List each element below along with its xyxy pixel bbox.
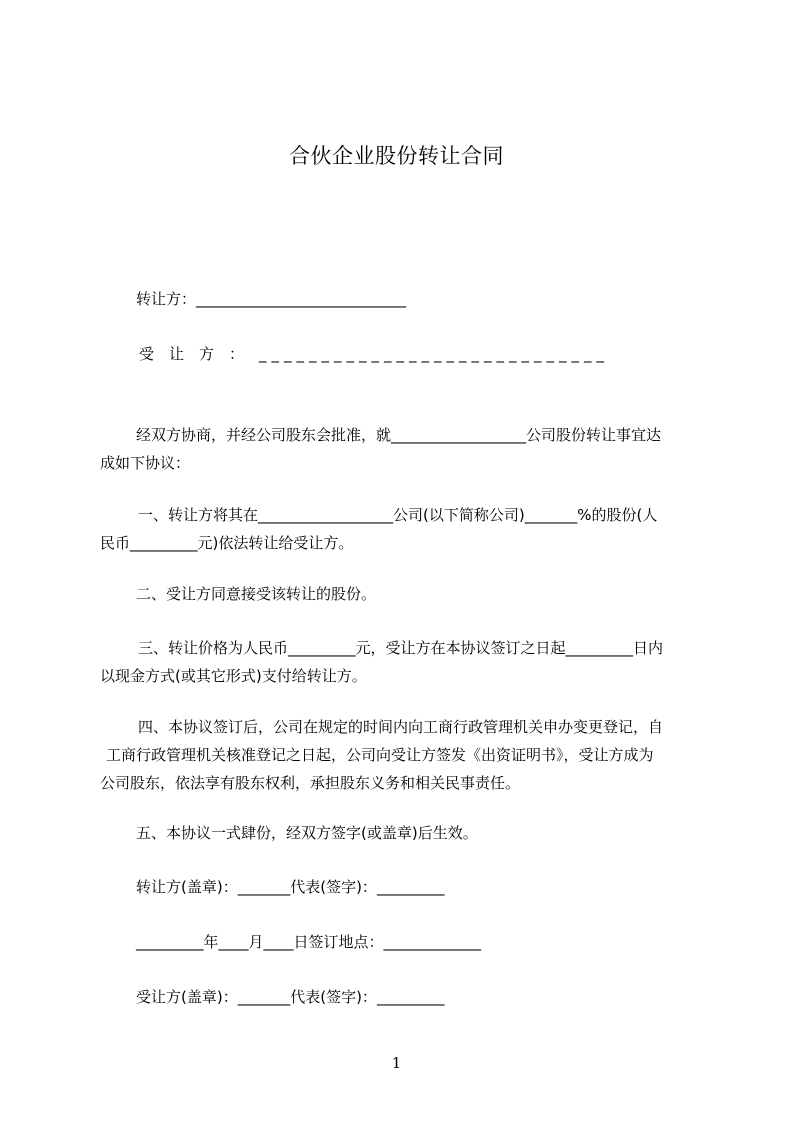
clause-1-amount-blank: _________	[130, 534, 198, 552]
clause-4-line-3: 公司股东，依法享有股东权利，承担股东义务和相关民事责任。	[100, 774, 521, 792]
transferor-seal-label: 转让方(盖章)：	[136, 878, 238, 896]
clause-1-text-c: 公司(以下简称公司)	[393, 506, 525, 524]
transferor-seal-blank: _______	[237, 878, 291, 896]
clause-3-price-blank: _________	[288, 639, 356, 657]
clause-5: 五、本协议一式肆份，经双方签字(或盖章)后生效。	[136, 824, 478, 842]
transferee-seal-label: 受让方(盖章)：	[136, 988, 238, 1006]
page-number: 1	[391, 1054, 402, 1072]
transferor-blank: ____________________________	[196, 290, 407, 308]
transferee-blank: ____________________________	[259, 345, 610, 363]
clause-1-percent-blank: _______	[524, 506, 578, 524]
transferee-line	[100, 340, 739, 368]
transferor-line	[100, 285, 736, 313]
transferee-label: 受让方：	[139, 345, 260, 363]
clause-3-line-2: 以现金方式(或其它形式)支付给转让方。	[100, 667, 367, 685]
clause-3-days-blank: _________	[565, 639, 634, 657]
transferee-seal-blank: _______	[237, 988, 291, 1006]
clause-1-line-2	[100, 529, 700, 557]
year-blank: _________	[136, 933, 204, 951]
clause-1	[100, 501, 700, 557]
transferee-rep-label: 代表(签字)：	[290, 988, 377, 1006]
year-label: 年	[203, 933, 219, 951]
place-blank: _____________	[383, 933, 482, 951]
company-blank: __________________	[391, 426, 527, 444]
clause-1-text-end: 元)依法转让给受让方。	[197, 534, 354, 552]
clause-1-company-blank: __________________	[258, 506, 394, 524]
clause-3-text-a: 三、转让价格为人民币	[138, 639, 289, 657]
clause-3-line-1	[100, 634, 700, 662]
clause-1-line-1	[100, 501, 700, 529]
clause-1-text-a: 一、转让方将其在	[138, 506, 259, 524]
document-title: 合伙企业股份转让合同	[289, 144, 504, 168]
clause-4-line-2: 工商行政管理机关核准登记之日起，公司向受让方签发《出资证明书》，受让方成为	[106, 746, 654, 764]
date-place-line	[100, 928, 736, 956]
clause-2: 二、受让方同意接受该转让的股份。	[136, 585, 377, 603]
clause-1-text-e: %的股份(人	[577, 506, 658, 524]
intro-paragraph	[100, 421, 700, 477]
transferor-rep-blank: _________	[376, 878, 445, 896]
month-blank: ____	[218, 933, 249, 951]
transferor-rep-label: 代表(签字)：	[290, 878, 377, 896]
intro-line-2: 成如下协议：	[100, 454, 191, 472]
month-label: 月	[248, 933, 264, 951]
day-blank: ____	[263, 933, 294, 951]
clause-3-text-e: 日内	[633, 639, 664, 657]
transferee-signature-line	[100, 983, 736, 1011]
clause-3-text-c: 元，受让方在本协议签订之日起	[355, 639, 566, 657]
intro-line-1	[100, 421, 700, 449]
clause-1-text-rmb: 民币	[100, 534, 131, 552]
intro-text-c: 公司股份转让事宜达	[526, 426, 662, 444]
transferor-signature-line	[100, 873, 736, 901]
place-label: 日签订地点：	[293, 933, 384, 951]
transferor-label: 转让方：	[136, 290, 197, 308]
clause-4-line-1: 四、本协议签订后，公司在规定的时间内向工商行政管理机关申办变更登记，自	[138, 718, 664, 736]
clause-3	[100, 634, 700, 690]
intro-text-a: 经双方协商，并经公司股东会批准，就	[136, 426, 392, 444]
transferee-rep-blank: _________	[376, 988, 445, 1006]
clause-4	[100, 713, 700, 797]
